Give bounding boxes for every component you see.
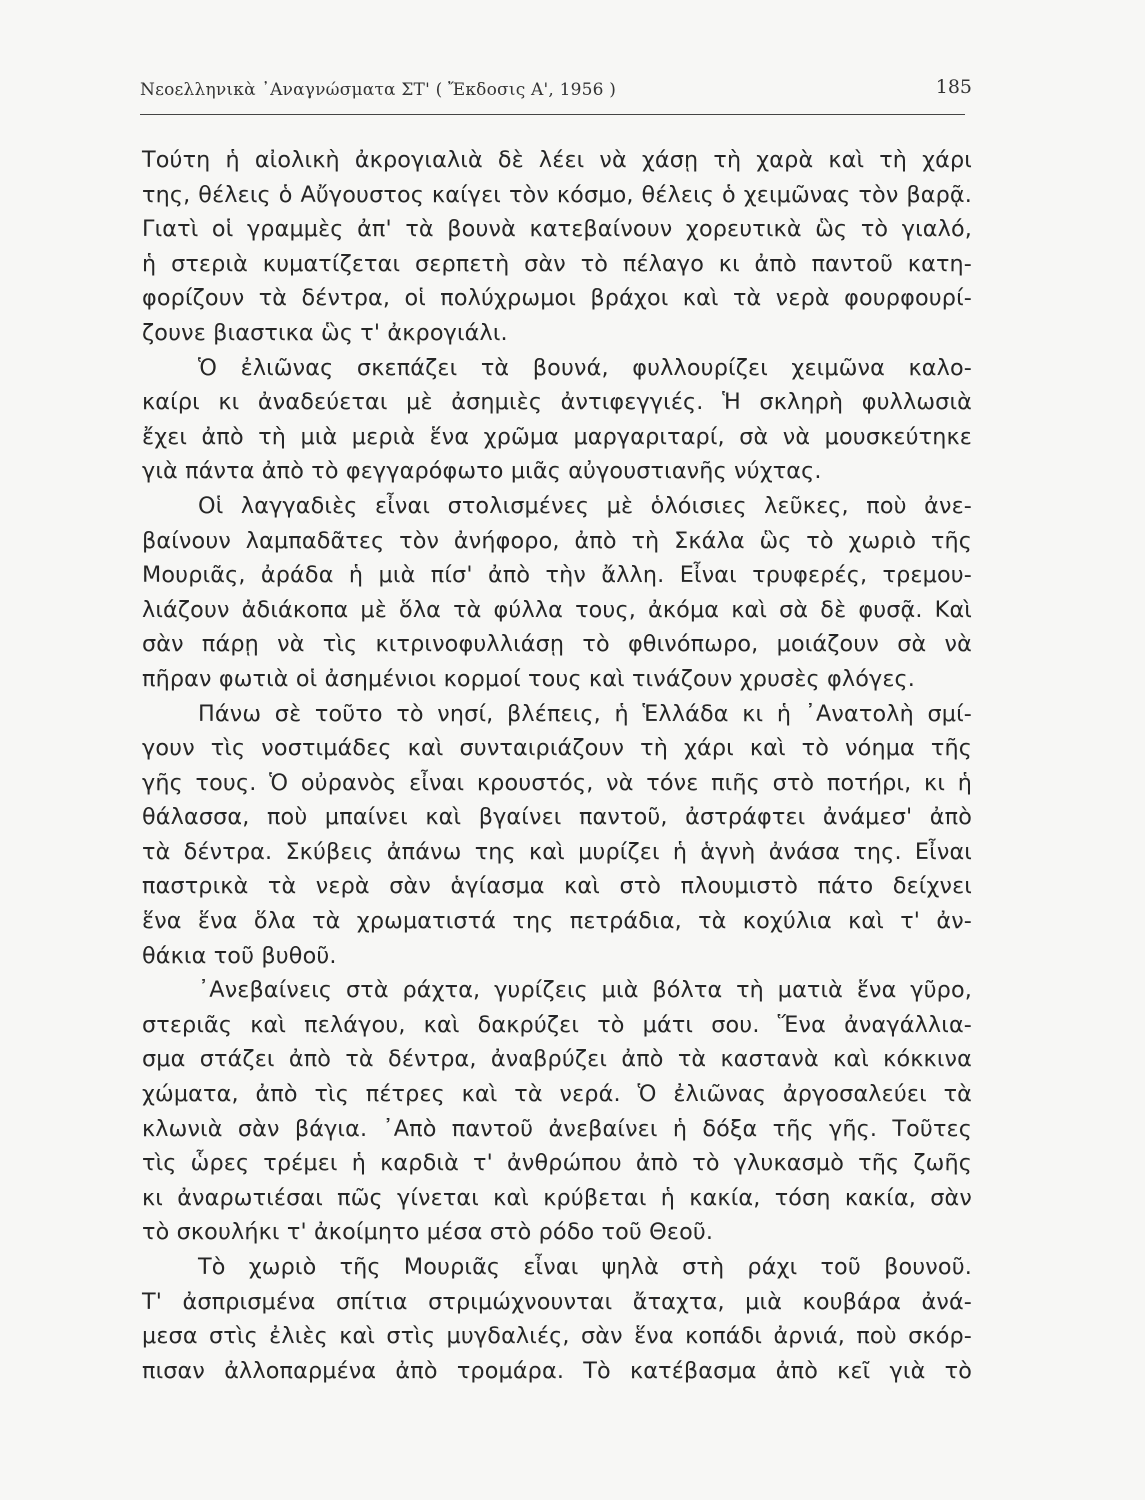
text-line: παστρικὰ τὰ νερὰ σὰν ἁγίασμα καὶ στὸ πλουμιστὸ πάτο δείχνει xyxy=(142,873,972,900)
text-line: γουν τὶς νοστιμάδες καὶ συνταιριάζουν τὴ χάρι καὶ τὸ νόημα τῆς xyxy=(142,735,972,762)
text-line: πῆραν φωτιὰ οἱ ἀσημένιοι κορμοί τους καὶ τινάζουν χρυσὲς φλόγες. xyxy=(142,665,916,692)
text-line: μεσα στὶς ἐλιὲς καὶ στὶς μυγδαλιές, σὰν ἕνα κοπάδι ἀρνιά, ποὺ σκόρ- xyxy=(142,1323,972,1350)
text-line: ζουνε βιαστικα ὣς τ' ἀκρογιάλι. xyxy=(142,319,508,346)
text-line: τὰ δέντρα. Σκύβεις ἀπάνω της καὶ μυρίζει ἡ ἁγνὴ ἀνάσα της. Εἶναι xyxy=(142,838,972,865)
text-line: Οἱ λαγγαδιὲς εἶναι στολισμένες μὲ ὁλόισιες λεῦκες, ποὺ ἀνε- xyxy=(198,492,972,519)
text-line: Γιατὶ οἱ γραμμὲς ἀπ' τὰ βουνὰ κατεβαίνουν χορευτικὰ ὣς τὸ γιαλό, xyxy=(142,216,972,243)
text-line: Ὁ ἐλιῶνας σκεπάζει τὰ βουνά, φυλλουρίζει χειμῶνα καλο- xyxy=(198,354,972,381)
page-number: 185 xyxy=(935,76,972,98)
text-line: λιάζουν ἀδιάκοπα μὲ ὅλα τὰ φύλλα τους, ἀκόμα καὶ σὰ δὲ φυσᾷ. Καὶ xyxy=(142,596,972,623)
text-line: θάκια τοῦ βυθοῦ. xyxy=(142,942,337,969)
running-title: Νεοελληνικὰ ᾿Αναγνώσματα ΣΤ' ( Ἔκδοσις Α', 1956 ) xyxy=(140,80,617,100)
text-line: θάλασσα, ποὺ μπαίνει καὶ βγαίνει παντοῦ, ἀστράφτει ἀνάμεσ' ἀπὸ xyxy=(142,804,972,831)
text-line: γιὰ πάντα ἀπὸ τὸ φεγγαρόφωτο μιᾶς αὐγουστιανῆς νύχτας. xyxy=(142,458,822,485)
text-line: Τὸ χωριὸ τῆς Μουριᾶς εἶναι ψηλὰ στὴ ράχι τοῦ βουνοῦ. xyxy=(198,1254,972,1280)
text-line: ᾿Ανεβαίνεις στὰ ράχτα, γυρίζεις μιὰ βόλτα τὴ ματιὰ ἕνα γῦρο, xyxy=(198,977,972,1004)
text-line: Μουριᾶς, ἀράδα ἡ μιὰ πίσ' ἀπὸ τὴν ἄλλη. Εἶναι τρυφερές, τρεμου- xyxy=(142,562,972,589)
text-line: βαίνουν λαμπαδᾶτες τὸν ἀνήφορο, ἀπὸ τὴ Σκάλα ὣς τὸ χωριὸ τῆς xyxy=(142,527,972,554)
text-line: τὶς ὧρες τρέμει ἡ καρδιὰ τ' ἀνθρώπου ἀπὸ τὸ γλυκασμὸ τῆς ζωῆς xyxy=(142,1150,972,1177)
text-line: χώματα, ἀπὸ τὶς πέτρες καὶ τὰ νερά. Ὁ ἐλιῶνας ἀργοσαλεύει τὰ xyxy=(142,1081,972,1108)
text-line: κι ἀναρωτιέσαι πῶς γίνεται καὶ κρύβεται ἡ κακία, τόση κακία, σὰν xyxy=(142,1184,972,1211)
text-line: γῆς τους. Ὁ οὐρανὸς εἶναι κρουστός, νὰ τόνε πιῆς στὸ ποτήρι, κι ἡ xyxy=(142,769,972,796)
text-line: Τούτη ἡ αἰολικὴ ἀκρογιαλιὰ δὲ λέει νὰ χάσῃ τὴ χαρὰ καὶ τὴ χάρι xyxy=(142,147,972,173)
text-line: στεριᾶς καὶ πελάγου, καὶ δακρύζει τὸ μάτι σου. Ἕνα ἀναγάλλια- xyxy=(142,1011,972,1038)
text-line: ἕνα ἕνα ὅλα τὰ χρωματιστά της πετράδια, τὰ κοχύλια καὶ τ' ἀν- xyxy=(142,908,972,935)
text-line: τὸ σκουλήκι τ' ἀκοίμητο μέσα στὸ ρόδο τοῦ Θεοῦ. xyxy=(142,1219,714,1246)
text-line: της, θέλεις ὁ Αὔγουστος καίγει τὸν κόσμο, θέλεις ὁ χειμῶνας τὸν βαρᾷ. xyxy=(142,181,972,208)
text-line: ἔχει ἀπὸ τὴ μιὰ μεριὰ ἕνα χρῶμα μαργαριταρί, σὰ νὰ μουσκεύτηκε xyxy=(142,423,972,450)
text-line: Τ' ἀσπρισμένα σπίτια στριμώχνουνται ἄταχτα, μιὰ κουβάρα ἀνά- xyxy=(142,1288,972,1315)
text-line: καίρι κι ἀναδεύεται μὲ ἀσημιὲς ἀντιφεγγιές. Ἡ σκληρὴ φυλλωσιὰ xyxy=(142,389,972,416)
body-text xyxy=(142,143,972,1388)
text-line: ἡ στεριὰ κυματίζεται σερπετὴ σὰν τὸ πέλαγο κι ἀπὸ παντοῦ κατη- xyxy=(142,250,972,277)
text-line: φορίζουν τὰ δέντρα, οἱ πολύχρωμοι βράχοι καὶ τὰ νερὰ φουρφουρί- xyxy=(142,285,972,312)
text-line: σὰν πάρῃ νὰ τὶς κιτρινοφυλλιάσῃ τὸ φθινόπωρο, μοιάζουν σὰ νὰ xyxy=(142,631,972,658)
header-rule xyxy=(140,114,965,115)
text-line: πισαν ἀλλοπαρμένα ἀπὸ τρομάρα. Τὸ κατέβασμα ἀπὸ κεῖ γιὰ τὸ xyxy=(142,1357,972,1384)
running-header xyxy=(140,76,972,106)
text-line: κλωνιὰ σὰν βάγια. ᾿Απὸ παντοῦ ἀνεβαίνει ἡ δόξα τῆς γῆς. Τοῦτες xyxy=(142,1115,972,1142)
text-line: Πάνω σὲ τοῦτο τὸ νησί, βλέπεις, ἡ Ἑλλάδα κι ἡ ᾿Ανατολὴ σμί- xyxy=(198,700,972,727)
text-line: σμα στάζει ἀπὸ τὰ δέντρα, ἀναβρύζει ἀπὸ τὰ καστανὰ καὶ κόκκινα xyxy=(142,1046,972,1073)
